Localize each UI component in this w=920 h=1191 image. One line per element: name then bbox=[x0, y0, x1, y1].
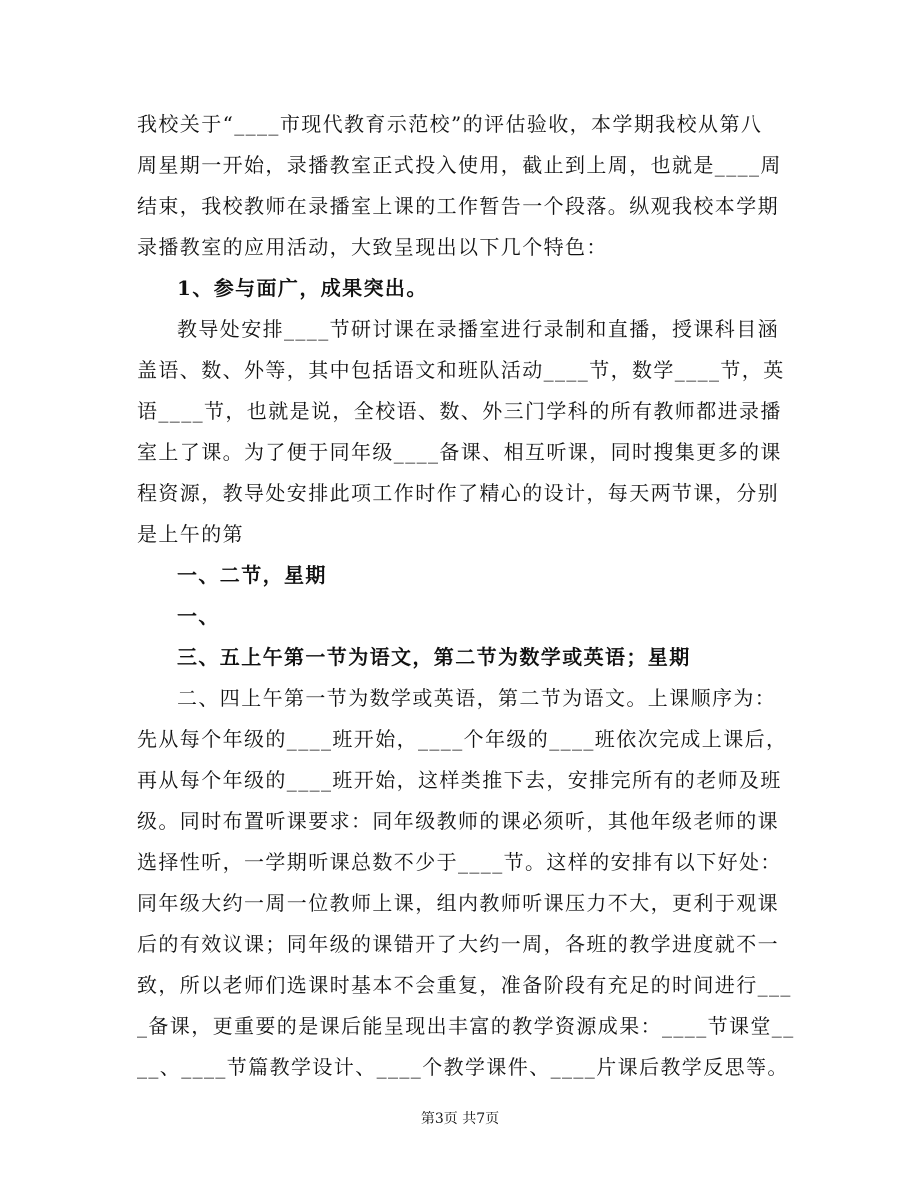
paragraph-line: 二、四上午第一节为数学或英语，第二节为语文。上课顺序为： bbox=[177, 686, 777, 710]
paragraph-line: 致，所以老师们选课时基本不会重复，准备阶段有充足的时间进行___ bbox=[137, 973, 792, 997]
paragraph-line: 程资源，教导处安排此项工作时作了精心的设计，每天两节课，分别 bbox=[137, 481, 779, 505]
section-heading: 一、二节，星期 bbox=[177, 563, 327, 587]
paragraph-line: 室上了课。为了便于同年级____备课、相互听课，同时搜集更多的课 bbox=[137, 440, 782, 464]
paragraph-line: 周星期一开始，录播教室正式投入使用，截止到上周，也就是____周 bbox=[137, 153, 782, 177]
paragraph-line: 盖语、数、外等，其中包括语文和班队活动____节，数学____节，英 bbox=[137, 358, 785, 382]
paragraph-line: __、____节篇教学设计、____个教学课件、____片课后教学反思等。 bbox=[137, 1055, 789, 1079]
paragraph-line: 我校关于“____市现代教育示范校”的评估验收，本学期我校从第八 bbox=[137, 112, 763, 136]
paragraph-line: 结束，我校教师在录播室上课的工作暂告一个段落。纵观我校本学期 bbox=[137, 194, 779, 218]
paragraph-line: 选择性听，一学期听课总数不少于____节。这样的安排有以下好处： bbox=[137, 850, 782, 874]
paragraph-line: 是上午的第 bbox=[137, 522, 244, 546]
paragraph-line: 语____节，也就是说，全校语、数、外三门学科的所有教师都进录播 bbox=[137, 399, 782, 423]
paragraph-line: _备课，更重要的是课后能呈现出丰富的教学资源成果：____节课堂__ bbox=[137, 1014, 795, 1038]
section-heading: 三、五上午第一节为语文，第二节为数学或英语；星期 bbox=[177, 645, 691, 669]
section-heading: 1、参与面广，成果突出。 bbox=[177, 276, 428, 300]
paragraph-line: 再从每个年级的____班开始，这样类推下去，安排完所有的老师及班 bbox=[137, 768, 782, 792]
paragraph-line: 教导处安排____节研讨课在录播室进行录制和直播，授课科目涵 bbox=[177, 317, 779, 341]
paragraph-line: 后的有效议课；同年级的课错开了大约一周，各班的教学进度就不一 bbox=[137, 932, 779, 956]
paragraph-line: 录播教室的应用活动，大致呈现出以下几个特色： bbox=[137, 235, 608, 259]
paragraph-line: 先从每个年级的____班开始，____个年级的____班依次完成上课后， bbox=[137, 727, 788, 751]
page-number-footer: 第3页 共7页 bbox=[420, 1111, 500, 1127]
paragraph-line: 同年级大约一周一位教师上课，组内教师听课压力不大，更利于观课 bbox=[137, 891, 779, 915]
paragraph-line: 级。同时布置听课要求：同年级教师的课必须听，其他年级老师的课 bbox=[137, 809, 779, 833]
section-heading: 一、 bbox=[177, 604, 220, 628]
